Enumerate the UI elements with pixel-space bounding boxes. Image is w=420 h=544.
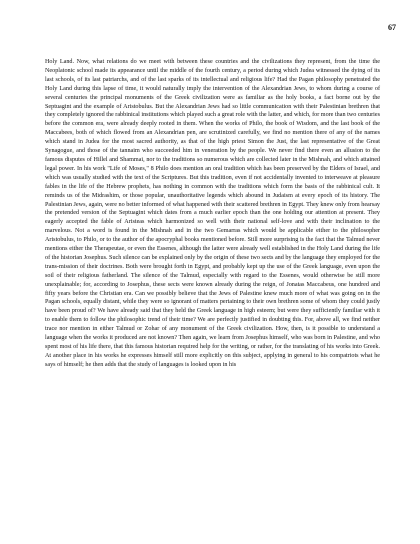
- body-paragraph: Holy Land. Now, what relations do we meet with between these countries and the civilizations they represent, from the time the Neoplatonic school made its appearance until the middle of the fourth century, a period during which Judea witnessed the dying of its last schools, of its last patriarchs, and of the last sparks of its intellectual and religious life? Had the Pagan philosophy penetrated the Holy Land during this lapse of time, it would naturally imply the intervention of the Alexandrian Jews, to whom during a course of several centuries the principal monuments of the Greek civilization were as familiar as the holy books, a fact borne out by the Septuagint and the example of Aristobulus. But the Alexandrian Jews had so little communication with their Palestinian brethren that they completely ignored the rabbinical institutions which played such a great role with the latter, and which, for more than two centuries before the common era, were already deeply rooted in them. When the works of Philo, the book of Wisdom, and the last book of the Maccabees, both of which flowed from an Alexandrian pen, are scrutinized carefully, we find no mention there of any of the names which stand in Judea for the most sacred authority, as that of the high priest Simon the Just, the last representative of the Great Synagogue, and those of the tannaim who succeeded him in veneration by the people. We never find there even an allusion to the famous disputes of Hillel and Shammai, nor to the traditions so numerous which are collected later in the Mishnah, and which attained legal power. In his work "Life of Moses," 8 Philo does mention an oral tradition which has been preserved by the Elders of Israel, and which was usually studied with the text of the Scriptures. But this tradition, even if not accidentally invented to interweave at pleasure fables in the life of the Hebrew prophets, has nothing in common with the traditions which form the basis of the rabbinical cult. It reminds us of the Midrashim, or those popular, unauthoritative legends which abound in Judaism at every epoch of its history. The Palestinian Jews, again, were no better informed of what happened with their scattered brethren in Egypt. They knew only from hearsay the pretended version of the Septuagint which dates from a much earlier epoch than the one holding our attention at present. They eagerly accepted the fable of Aristeas which harmonized so well with their national self-love and with their inclination to the marvelous. Not a word is found in the Mishnah and in the two Gemarras which would be applicable either to the philosopher Aristobulus, to Philo, or to the author of the apocryphal books mentioned before. Still more surprising is the fact that the Talmud never mentions either the Therapeutae, or even the Essenes, although the latter were already well established in the Holy Land during the life of the historian Josephus. Such silence can be explained only by the origin of these two sects and by the language they employed for the trans-mission of their doctrines. Both were brought forth in Egypt, and probably kept up the use of the Greek language, even upon the soil of their religious fatherland. The silence of the Talmud, especially with regard to the Essenes, would otherwise be still more unexplainable; for, according to Josephus, these sects were known already during the reign, of Jonatas Maccabeus, one hundred and fifty years before the Christian era. Can we possibly believe that the Jews of Palestine knew much more of what was going on in the Pagan schools, equally distant, while they were so ignorant of matters pertaining to their own brethren some of whom they could justly have been proud of? We have already said that they held the Greek language in high esteem; but were they sufficiently familiar with it to enable them to follow the philosophic trend of their time? We are perfectly justified in doubting this. For, above all, we find neither trace nor mention in either Talmud or Zohar of any monument of the Greek civilization. How, then, is it possible to understand a language when the works it produced are not known? Then again, we learn from Josephus himself, who was born in Palestine, and who spent most of his life there, that this famous historian required help for the writing, or rather, for the translating of his works into Greek. At another place in his works he expresses himself still more explicitly on this subject, applying in general to his compatriots what he says of himself; he then adds that the study of languages is looked upon in his: [45, 59, 380, 368]
- page-number: 67: [388, 23, 396, 32]
